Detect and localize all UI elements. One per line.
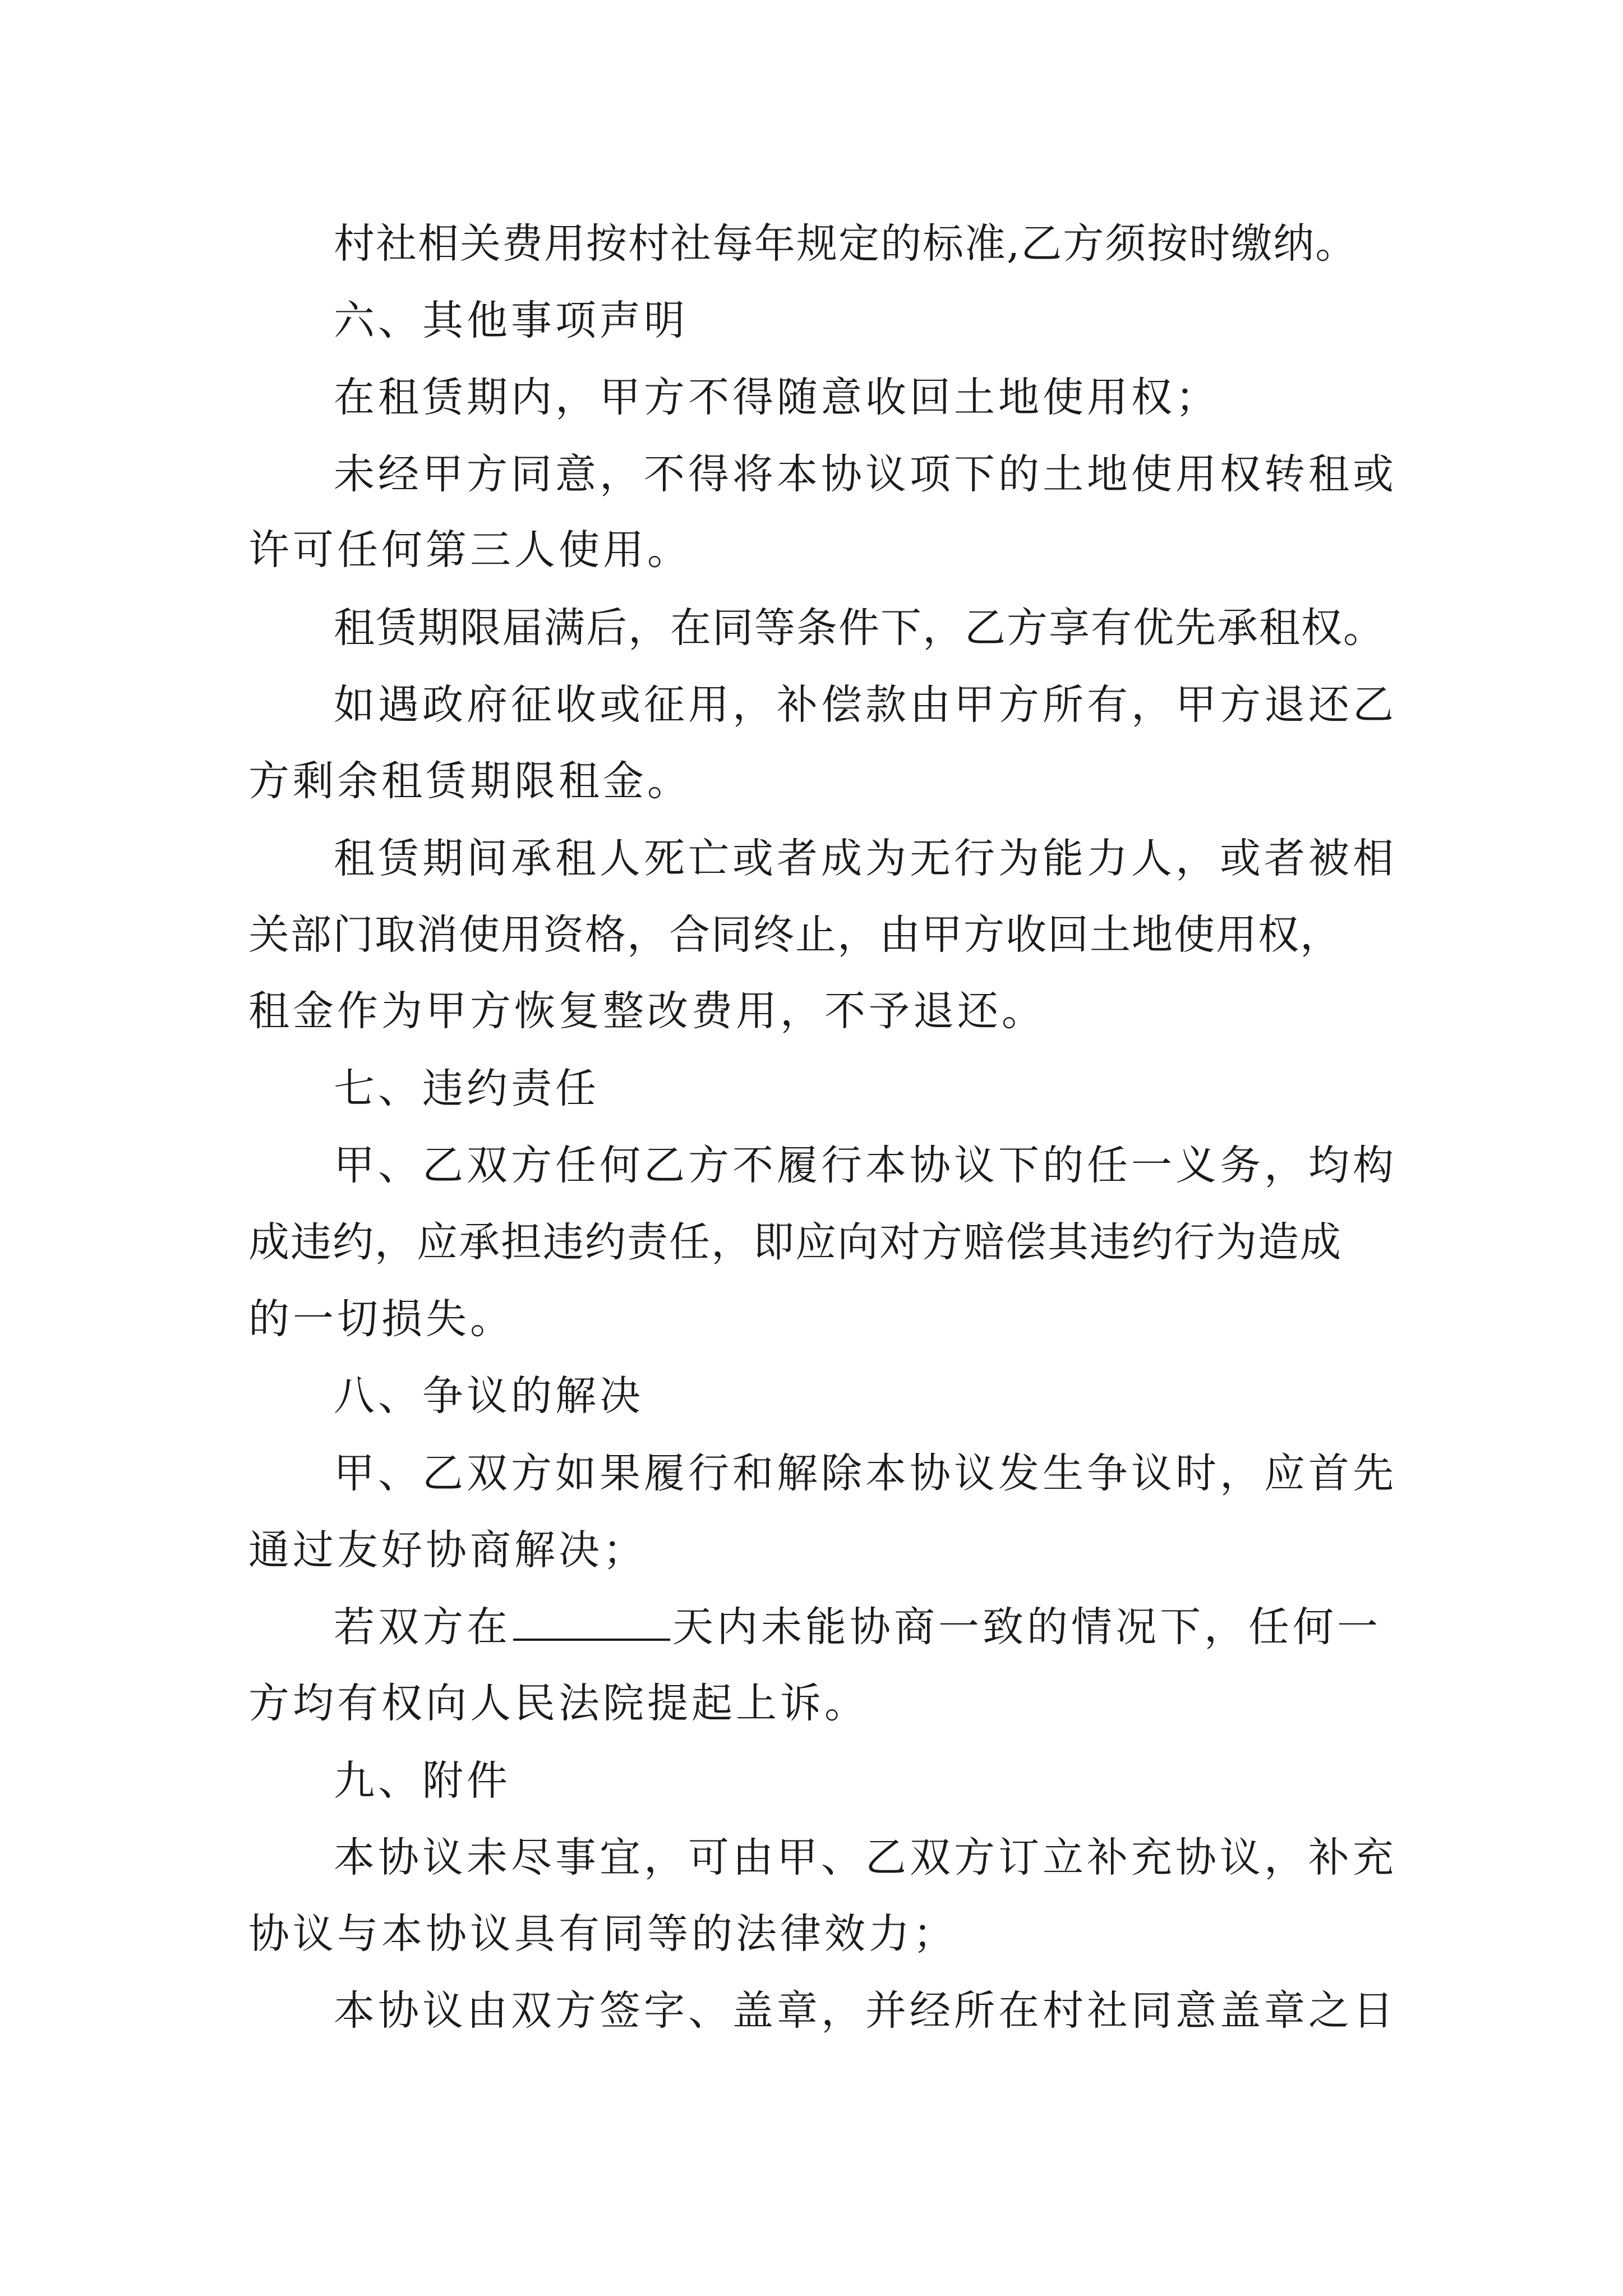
paragraph-line: 方剩余租赁期限租金。 [248, 757, 691, 805]
section-heading-dispute: 八、争议的解决 [334, 1372, 644, 1420]
paragraph-line: 的一切损失。 [248, 1295, 514, 1343]
paragraph-line: 甲、乙双方任何乙方不履行本协议下的任一义务，均构 [334, 1142, 1397, 1189]
paragraph-line: 租赁期间承租人死亡或者成为无行为能力人，或者被相 [334, 835, 1397, 882]
paragraph-line: 未经甲方同意，不得将本协议项下的土地使用权转租或 [334, 450, 1397, 498]
section-heading-other-matters: 六、其他事项声明 [334, 297, 688, 344]
paragraph-line: 如遇政府征收或征用，补偿款由甲方所有，甲方退还乙 [334, 681, 1397, 729]
blank-line-suffix: 天内未能协商一致的情况下，任何一 [672, 1603, 1381, 1651]
paragraph-line: 村社相关费用按村社每年规定的标准,乙方须按时缴纳。 [334, 220, 1358, 268]
fill-in-blank [513, 1602, 670, 1641]
blank-line-prefix: 若双方在 [334, 1603, 511, 1651]
paragraph-line: 通过友好协商解决； [248, 1526, 647, 1574]
paragraph-line: 本协议未尽事宜，可由甲、乙双方订立补充协议，补充 [334, 1834, 1397, 1881]
paragraph-line: 甲、乙双方如果履行和解除本协议发生争议时，应首先 [334, 1450, 1397, 1497]
paragraph-line-with-blank [334, 1588, 1444, 1667]
paragraph-line: 方均有权向人民法院提起上诉。 [248, 1680, 869, 1727]
paragraph-line: 协议与本协议具有同等的法律效力； [248, 1910, 957, 1958]
paragraph-line: 许可任何第三人使用。 [248, 526, 691, 574]
paragraph-line: 租金作为甲方恢复整改费用，不予退还。 [248, 987, 1046, 1035]
paragraph-line: 租赁期限届满后，在同等条件下，乙方享有优先承租权。 [334, 604, 1385, 652]
paragraph-line: 关部门取消使用资格，合同终止，由甲方收回土地使用权， [248, 911, 1342, 959]
paragraph-line: 本协议由双方签字、盖章，并经所在村社同意盖章之日 [334, 1987, 1397, 2035]
section-heading-attachment: 九、附件 [334, 1757, 511, 1805]
paragraph-line: 成违约，应承担违约责任，即应向对方赔偿其违约行为造成 [248, 1218, 1342, 1266]
paragraph-line: 在租赁期内，甲方不得随意收回土地使用权； [334, 374, 1220, 421]
section-heading-breach: 七、违约责任 [334, 1065, 600, 1112]
